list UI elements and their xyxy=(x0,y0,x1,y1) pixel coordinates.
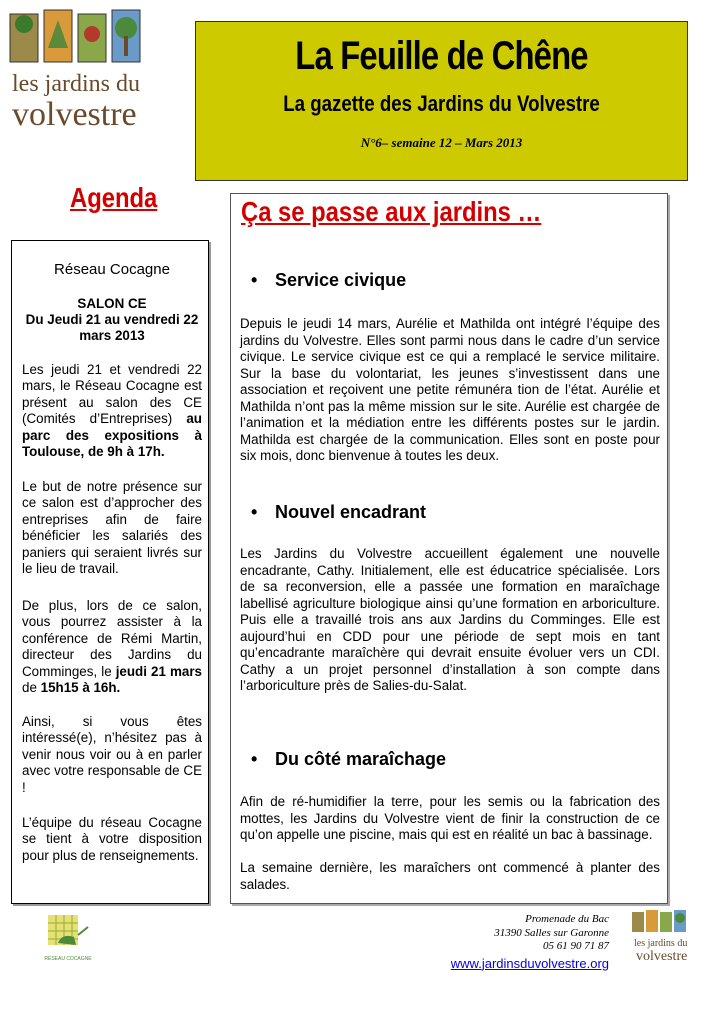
footer-address-line1: Promenade du Bac xyxy=(525,913,609,925)
agenda-p3-date: jeudi 21 mars xyxy=(115,663,202,679)
logo-illustration xyxy=(8,8,148,70)
agenda-paragraph-2: Le but de notre présence sur ce salon est d’approcher des entreprises afin de faire bénéficier les salariés des paniers qui seraient livrés sur le lieu de travail. xyxy=(22,479,202,577)
newsletter-title: La Feuille de Chêne xyxy=(295,34,588,78)
agenda-box xyxy=(11,240,209,904)
agenda-p3-text: De plus, lors de ce salon, vous pourrez assister à la conférence de Rémi Martin, directeur des Jardins du Comminges, le xyxy=(22,598,202,679)
agenda-paragraph-3 xyxy=(22,598,202,696)
agenda-paragraph-4: Ainsi, si vous êtes intéressé(e), n’hésitez pas à venir nous voir ou à en parler avec votre responsable de CE ! xyxy=(22,714,202,795)
main-articles-box xyxy=(230,193,668,904)
section-title-text: Service civique xyxy=(275,270,407,290)
jardins-volvestre-logo xyxy=(6,8,156,148)
agenda-paragraph-5: L’équipe du réseau Cocagne se tient à votre disposition pour plus de renseignements. xyxy=(22,815,202,863)
footer-phone: 05 61 90 71 87 xyxy=(543,940,609,952)
issue-info: N°6– semaine 12 – Mars 2013 xyxy=(360,135,523,150)
svg-text:volvestre: volvestre xyxy=(636,949,688,964)
footer-contact xyxy=(420,913,609,970)
agenda-paragraph-1 xyxy=(22,362,202,460)
svg-text:les jardins du: les jardins du xyxy=(634,938,688,949)
bullet-icon: • xyxy=(251,749,258,769)
website-link[interactable]: www.jardinsduvolvestre.org xyxy=(450,955,609,971)
reseau-cocagne-logo xyxy=(42,913,94,961)
section-body-maraichage: Afin de ré-humidifier la terre, pour les semis ou la fabrication des mottes, les Jardins du Volvestre vient de finir la construction de ce qu’on appelle une piscine, mais qui est en réalité un bac à bassinage. xyxy=(240,794,660,842)
logo-line1: les jardins du xyxy=(12,71,140,97)
agenda-p3-time: 15h15 à 16h. xyxy=(40,680,121,696)
section-title-nouvel-encadrant xyxy=(251,502,426,523)
section-body-nouvel-encadrant: Les Jardins du Volvestre accueillent également une nouvelle encadrante, Cathy. Initialement, elle est éducatrice spécialisée. Lors de sa reconversion, elle a passée une formation en maraîchage labellisé agriculture biologique ainsi qu’une formation en arboriculture. Puis elle a travaillé trois ans aux Jardins du Comminges. Elle est aujourd’hui en CDD pour une période de sept mois en tant qu’encadrante maraîchère qui devrait ensuite évoluer vers un CDI. Cathy a un projet personnel d’installation à son compte dans l’arboriculture près de Salies-du-Salat. xyxy=(240,546,660,693)
agenda-p1-bold: au parc des expositions à Toulouse, de 9h à 17h. xyxy=(22,411,202,460)
bullet-icon: • xyxy=(251,270,258,290)
reseau-logo-text: RÉSEAU COCAGNE xyxy=(44,956,92,962)
agenda-event-dates: Du Jeudi 21 au vendredi 22 mars 2013 xyxy=(25,312,199,344)
agenda-p1-text: Les jeudi 21 et vendredi 22 mars, le Réseau Cocagne est présent au salon des CE (Comités d’Entreprises) xyxy=(22,362,202,427)
logo-line2: volvestre xyxy=(12,96,137,133)
bullet-icon: • xyxy=(251,502,258,522)
agenda-network: Réseau Cocagne xyxy=(54,261,170,278)
agenda-heading: Agenda xyxy=(70,182,158,213)
section-title-service-civique xyxy=(251,270,406,291)
logo-wordmark xyxy=(12,72,140,132)
newsletter-subtitle: La gazette des Jardins du Volvestre xyxy=(283,91,600,116)
agenda-event-title: SALON CE xyxy=(77,296,147,311)
section-title-text: Nouvel encadrant xyxy=(275,502,427,522)
section-title-maraichage xyxy=(251,749,446,770)
masthead xyxy=(195,21,688,181)
section-title-text: Du côté maraîchage xyxy=(275,749,447,769)
section-body-maraichage-2: La semaine dernière, les maraîchers ont commencé à planter des salades. xyxy=(240,860,660,892)
agenda-p3-connector: de xyxy=(22,680,41,696)
footer-address-line2: 31390 Salles sur Garonne xyxy=(494,926,609,939)
jardins-volvestre-small-logo xyxy=(630,910,690,966)
main-heading: Ça se passe aux jardins … xyxy=(241,196,542,227)
section-body-service-civique: Depuis le jeudi 14 mars, Aurélie et Mathilda ont intégré l’équipe des jardins du Volvestre. Elles sont parmi nous dans le cadre d’un service civique. Le service civique est ce qui a remplacé le service militaire. Sur la base du volontariat, les jeunes s’investissent dans une association et reçoivent une petite rémunéra tion de l’état. Aurélie et Mathilda n’ont pas la même mission sur le site. Aurélie est chargée de l’animation et la médiation entre les différents postes sur le jardin. Mathilda est chargée de la communication. Elles sont en poste pour six mois, donc bienvenue à toutes les deux. xyxy=(240,316,660,463)
